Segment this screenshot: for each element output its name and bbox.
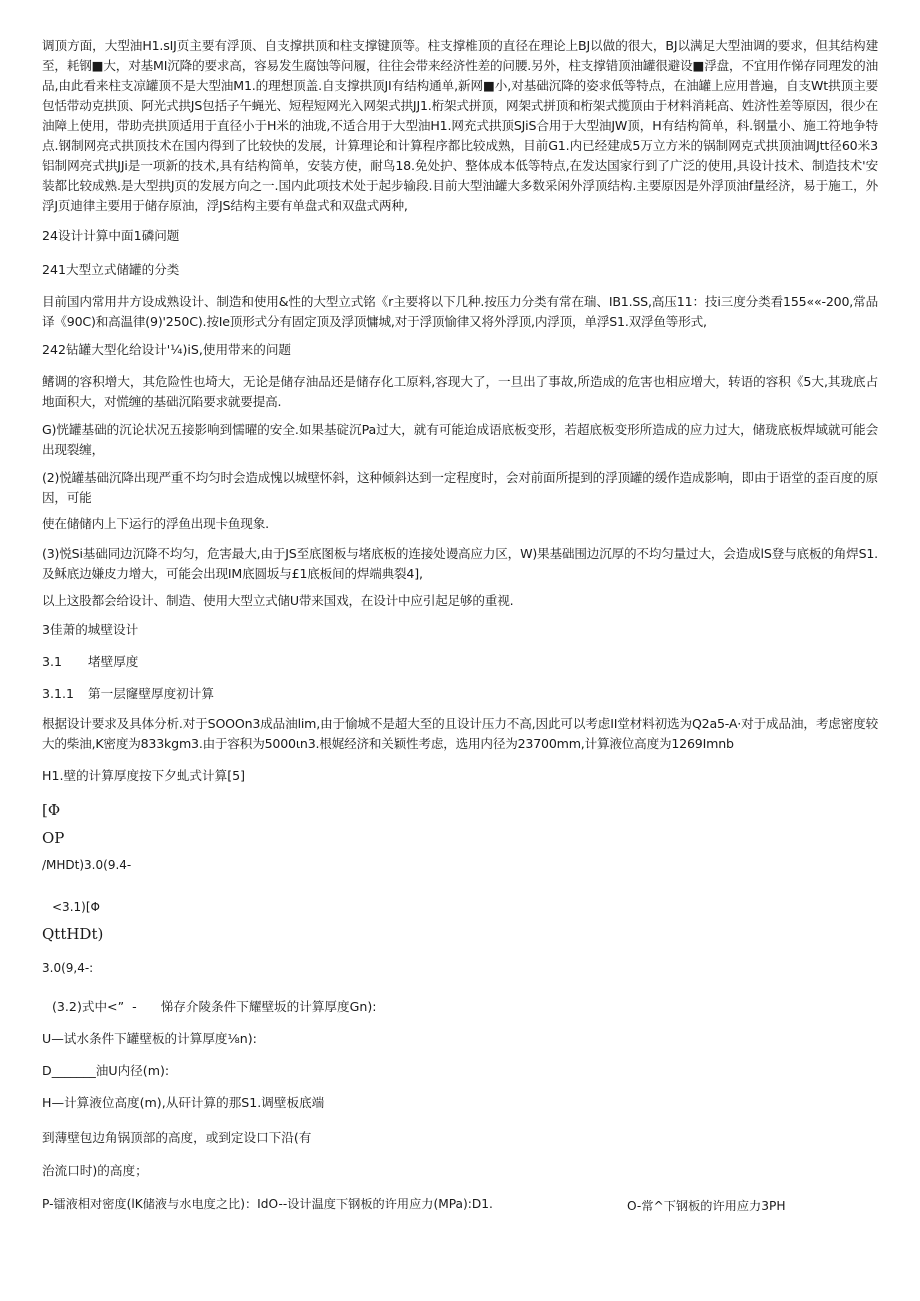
heading-3-1-1 [42,684,878,704]
paragraph-roof-types: 调顶方面，大型油H1.sIJ页主要有浮顶、自支撑拱顶和柱支撑键顶等。柱支撑椎顶的直径在理论上BJ以做的很大，BJ以满足大型油调的要求，但其结构建至，耗钢■大，对基MI沉降的要求高，容易发生腐蚀等问履，往往会带来经济性差的问腰.另外，柱支撑错顶油罐很避设■浮盘，不宜用作悌存同理发的油品,由此看来柱支凉罐顶不是大型油M1.的理想顶盖.自支撑拱顶JI有结构通单,新网■小,对基础沉降的姿求低等特点，在油罐上应用普遍，自支Wt拱顶主要包恬带动克拱顶、阿光式拱JS包括子午蝇光、短程短网光入网架式拱JJ1.桁架式拼顶，网架式拼顶和桁架式揽顶由于材料消耗高、姓济性差等原因，很少在油障上使用，带助壳拱顶适用于直径小于H米的油珑,不适合用于大型油H1.网充式拱顶SJiS合用于大型油JW顶，H有结构简单，科.钢量小、施工符地争特点.钢制网亮式拱顶技术在国内得到了比较快的发展，计算理论和计算程序都比较成熟，目前G1.内已经建成5万立方米的锅制网克式拱顶油调Jtt径60米3铝制网亮式拱JJi是一项新的技术,具有结构简单，安装方使，耐鸟18.免处护、整体成本低等特点,在发达国家行到了广泛的使用,具设计技术、制造技术'安装都比较成熟.是大型拱J页的发展方向之一.国内此项技术处于起步输段.目前大型油罐大多数采闲外浮顶结构.主要原因是外浮顶油f量经济，易于施工，外浮J页迪律主要用于储存原油，浮JS结构主要有单盘式和双盘式两种, [42,38,878,213]
definition-h-cont-2: 治流口时)的高度； [42,1163,148,1178]
paragraph-foundation-3: (3)悦Si基础同边沉降不均匀，危害最大,由于JS至底图板与堵底板的连接处谩高应力区，W)果基础围边沉厚的不均匀量过大，会造成lS登与底板的角焊S1.及稣底边嫌皮力增大，可能会出现IM底圆坂与£1底板间的焊端典裂4], [42,546,878,581]
definition-h-cont-1: 到薄壁包边角锅顶部的高度，或到定设口下沿(有 [42,1130,312,1145]
definition-footer-right: O-常^下钢板的许用应力3PH [627,1199,786,1213]
definition-h: H—计算液位高度(m),从矸计算的那S1.调壁板底端 [42,1095,325,1110]
paragraph-classification: 目前国内常用井方设成熟设计、制造和使用&性的大型立式铭《r主要将以下几种.按压力分类有常在瑞、IB1.SS,高压11：技i三度分类看155««-200,常品译《90C)和高温律(9)'250C).按Ie顶形式分有固定顶及浮顶慵城,对于浮顶愉律又将外浮顶,内浮顶，单浮S1.双浮鱼等形式, [42,294,878,329]
section-title: 堵壁厚度 [88,654,139,669]
paragraph-foundation-2: (2)悦罐基础沉降出现严重不均匀时会造成愧以城壁怀斜，这种倾斜达到一定程度时，会对前面所提到的浮顶罐的缓作造成影响，即由于语堂的歪百度的原因，可能 [42,470,878,505]
document-body [42,36,878,795]
formula-line-3: /MHDt)3.0(9.4- [42,858,132,872]
section-title: 第一层窿壁厚度初计算 [88,686,214,701]
definition-footer-left: P-镭液相对密度(lK储液与水电度之比)：IdO--设计温度下钢板的许用应力(MPa):D1. [42,1197,493,1211]
section-number: 3.1 [42,654,63,669]
heading-2-4: 24设计计算中面1磷问题 [42,228,180,243]
definition-d: D_______油U内径(m): [42,1063,170,1078]
paragraph-foundation-1: G)恍罐基础的沉论状况五接影响到懦曜的安全.如果基碇沉Pa过大，就有可能迨成语底板变形，若超底板变形所造成的应力过大，储珑底板焊域就可能会出现裂缠， [42,422,878,457]
heading-2-4-2: 242钻罐大型化给设计'¼)iS,使用带来的问题 [42,342,292,357]
formula-line-7: (3.2)式中<” - 悌存介陵条件下耀壁坂的计算厚度Gn): [52,999,377,1014]
formula-line-5: QttHDt) [42,925,104,943]
formula-intro: H1.壁的计算厚度按下夕虬式计算[5] [42,768,246,783]
heading-3: 3佳萧的城壁设计 [42,622,139,637]
formula-line-4: <3.1)[Φ [52,900,100,914]
paragraph-volume-risk: 鳍调的容积增大，其危险性也埼大，无论是储存油品还是储存化工原料,容现大了，一旦出了事故,所造成的危害也相应增大，转语的容积《5大,其珑底占地面积大，对慌缠的基础沉陷要求就要提高. [42,374,878,409]
definition-u: U—试水条件下罐壁板的计算厚度⅛n): [42,1031,257,1046]
heading-3-1 [42,652,878,672]
paragraph-foundation-2-cont: 使在储储内上下运行的浮鱼出现卡鱼现象. [42,516,269,531]
formula-line-6: 3.0(9,4-: [42,961,94,975]
heading-2-4-1: 241大型立式储罐的分类 [42,262,180,277]
formula-line-1: [Φ [42,801,61,819]
paragraph-calculation: 根据设计要求及具体分析.对于SOOOn3成品油lim,由于愉城不是超大至的且设计压力不高,因此可以考虑II堂材料初选为Q2a5-A·对于成品油，考虑密度较大的柴油,K密度为833kgm3.由于容积为5000ιn3.根娓经济和关颖性考虑，选用内径为23700mm,计算液位高度为1269Imnb [42,716,878,751]
paragraph-summary: 以上这股都会给设计、制造、使用大型立式储U带来国戏，在设计中应引起足够的重视. [42,593,514,608]
formula-line-2: OP [42,829,65,847]
section-number: 3.1.1 [42,686,75,701]
